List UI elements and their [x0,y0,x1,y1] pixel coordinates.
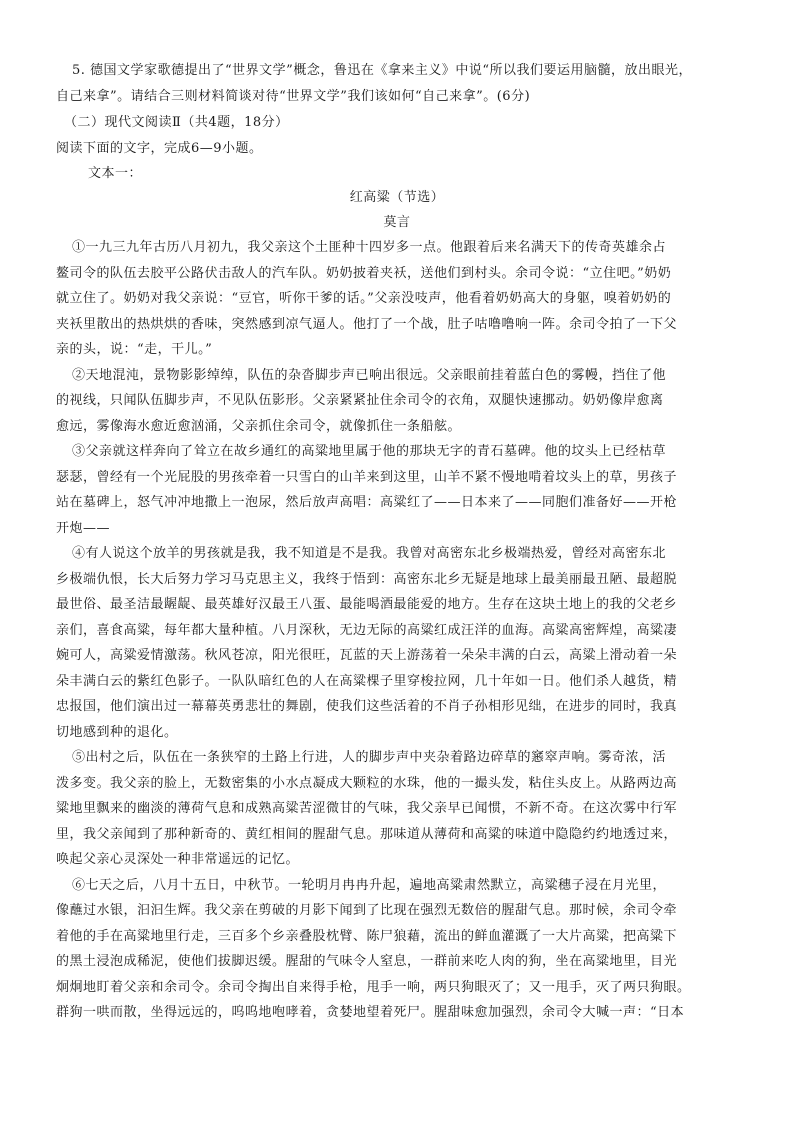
text-label: 文本一： [88,166,143,181]
body-line: 朵丰满白云的紫红色影子。一队队暗红色的人在高粱棵子里穿梭拉网，几十年如一日。他们杀人越货，精 [56,673,678,689]
body-line: ⑥七天之后，八月十五日，中秋节。一轮明月冉冉升起，遍地高粱肃然默立，高粱穗子浸在月光里， [72,877,667,893]
section-instruction: 阅读下面的文字，完成6—9小题。 [56,141,263,156]
body-line: 里，我父亲闻到了那种新奇的、黄红相间的腥甜气息。那味道从薄荷和高粱的味道中隐隐约约地透过来， [56,826,678,842]
body-line: 就立住了。奶奶对我父亲说：“豆官，听你干爹的话。”父亲没吱声，他看着奶奶高大的身躯，嗅着奶奶的 [56,291,672,306]
body-line: 愈远，雾像海水愈近愈汹涌，父亲抓住余司令，就像抓住一条船舷。 [56,418,462,434]
body-line: 群狗一哄而散，坐得远远的，呜呜地咆哮着，贪婪地望着死尸。腥甜味愈加强烈，余司令大喊一声：“日本 [56,1005,685,1020]
body-line: ⑤出村之后，队伍在一条狭窄的土路上行进，人的脚步声中夹杂着路边碎草的窸窣声响。雾奇浓，活 [72,750,667,765]
body-line: 最世俗、最圣洁最龌龊、最英雄好汉最王八蛋、最能喝酒最能爱的地方。生存在这块土地上的我的父老乡 [56,597,678,612]
body-line: 站在墓碑上，怒气冲冲地撒上一泡尿，然后放声高唱：高粱红了——日本来了——同胞们准备好——开枪 [56,495,678,510]
body-line: 的视线，只闻队伍脚步声，不见队伍影形。父亲紧紧扯住余司令的衣角，双腿快速挪动。奶奶像岸愈离 [56,393,664,408]
article-author: 莫言 [383,215,411,230]
body-line: 着他的手在高粱地里行走，三百多个乡亲叠股枕臂、陈尸狼藉，流出的鲜血灌溉了一大片高粱，把高粱下 [56,928,678,944]
body-line: 婉可人，高粱爱情激荡。秋风苍凉，阳光很旺，瓦蓝的天上游荡着一朵朵丰满的白云，高粱上滑动着一朵 [56,648,678,663]
body-line: 切地感到种的退化。 [56,724,178,740]
body-line: 泼多变。我父亲的脸上，无数密集的小水点凝成大颗粒的水珠，他的一撮头发，粘住头皮上。从路两边高 [56,775,678,791]
body-line: 唤起父亲心灵深处一种非常遥远的记忆。 [56,852,300,867]
question-5-line-2: 自己来拿”。请结合三则材料简谈对待“世界文学”我们该如何“自己来拿”。(6分) [56,89,531,104]
body-line: 夹袄里散出的热烘烘的香味，突然感到凉气逼人。他打了一个战，肚子咕噜噜响一阵。余司令拍了一下父 [56,316,678,332]
question-5-line-1: 5. 德国文学家歌德提出了“世界文学”概念，鲁迅在《拿来主义》中说“所以我们要运用脑髓，放出眼光， [72,63,692,78]
body-line: 亲的头，说：“走，干儿。” [56,342,213,357]
section-title: （二）现代文阅读Ⅱ（共4题，18分） [64,115,289,130]
article-title: 红高粱（节选） [349,190,445,205]
body-line: 炯炯地盯着父亲和余司令。余司令掏出自来得手枪，甩手一响，两只狗眼灭了；又一甩手，灭了两只狗眼。 [56,979,691,995]
body-line: ②天地混沌，景物影影绰绰，队伍的杂沓脚步声已响出很远。父亲眼前挂着蓝白色的雾幔，挡住了他 [72,367,667,383]
body-line: 粱地里飘来的幽淡的薄荷气息和成熟高粱苦涩微甘的气味，我父亲早已闻惯，不新不奇。在这次雾中行军 [56,801,678,816]
body-line: 像蘸过水银，汩汩生辉。我父亲在剪破的月影下闻到了比现在强烈无数倍的腥甜气息。那时候，余司令牵 [56,903,678,918]
body-line: ①一九三九年古历八月初九，我父亲这个土匪种十四岁多一点。他跟着后来名满天下的传奇英雄余占 [72,240,667,255]
body-line: 的黑土浸泡成稀泥，使他们拔脚迟缓。腥甜的气味令人窒息，一群前来吃人肉的狗，坐在高粱地里，目光 [56,954,678,969]
body-line: 鳌司令的队伍去胶平公路伏击敌人的汽车队。奶奶披着夹袄，送他们到村头。余司令说：“立住吧。”奶奶 [56,265,672,281]
body-line: 乡极端仇恨，长大后努力学习马克思主义，我终于悟到：高密东北乡无疑是地球上最美丽最丑陋、最超脱 [56,571,678,587]
body-line: 瑟瑟，曾经有一个光屁股的男孩牵着一只雪白的山羊来到这里，山羊不紧不慢地啃着坟头上的草，男孩子 [56,469,678,485]
body-line: ④有人说这个放羊的男孩就是我，我不知道是不是我。我曾对高密东北乡极端热爱，曾经对高密东北 [72,546,667,561]
body-line: ③父亲就这样奔向了耸立在故乡通红的高粱地里属于他的那块无字的青石墓碑。他的坟头上已经枯草 [72,444,667,459]
body-line: 亲们，喜食高粱，每年都大量种植。八月深秋，无边无际的高粱红成汪洋的血海。高粱高密辉煌，高粱凄 [56,622,678,638]
body-line: 开炮—— [56,520,111,536]
body-line: 忠报国，他们演出过一幕幕英勇悲壮的舞剧，使我们这些活着的不肖子孙相形见绌，在进步的同时，我真 [56,699,678,714]
